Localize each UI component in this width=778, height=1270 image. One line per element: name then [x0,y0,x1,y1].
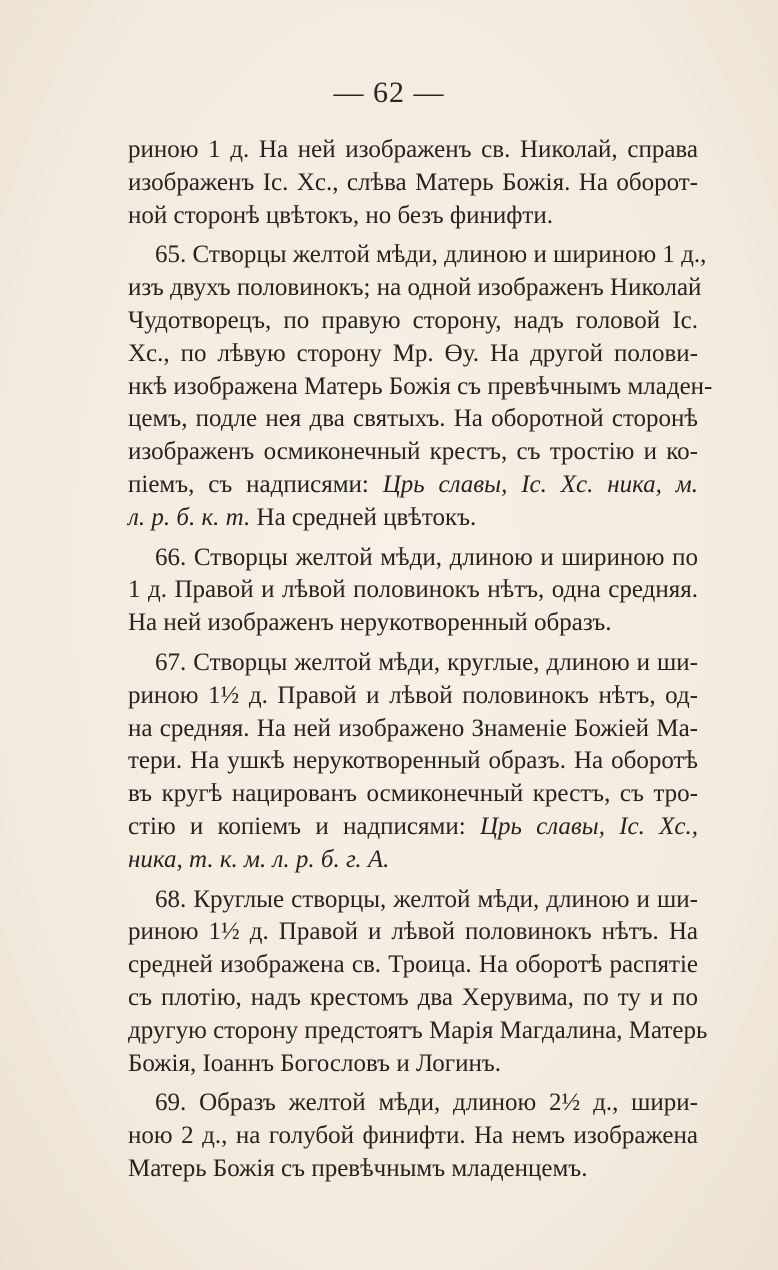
text-line: риною 1 д. На ней изображенъ св. Николай, справа [128,136,698,163]
paragraph-65 [128,239,713,534]
text-line: ной сторонѣ цвѣтокъ, но безъ финифти. [128,201,553,229]
text-line: тери. На ушкѣ нерукотворенный образъ. На оборотѣ [128,747,698,775]
text-line [128,469,698,502]
page-text [128,134,713,1186]
text-line: риною 1½ д. Правой и лѣвой половинокъ нѣтъ, од- [128,681,698,709]
text-line: 67. Створцы желтой мѣди, круглые, длиною и ши- [155,648,698,676]
text-line: изображенъ осмиконечный крестъ, съ тростію и ко- [128,438,698,466]
text-line: 1 д. Правой и лѣвой половинокъ нѣтъ, одна средняя. [128,576,698,604]
text-line: на средняя. На ней изображено Знаменіе Божіей Ма- [128,714,698,742]
text-span: піемъ, съ надписями: [128,470,369,498]
inscription-text: Црь славы, Іс. Хс., [479,812,699,840]
text-line: другую сторону предстоятъ Марія Магдалина, Матерь [128,1016,708,1044]
paragraph-continuation [128,134,698,232]
text-span: На средней цвѣтокъ. [256,503,477,531]
text-line: 66. Створцы желтой мѣди, длиною и шириною по [155,543,698,571]
text-line: съ плотію, надъ крестомъ два Херувима, по ту и по [128,983,698,1011]
text-span: стію и копіемъ и надписями: [128,812,466,840]
text-line: Хс., по лѣвую сторону Мр. Өу. На другой полови- [128,339,698,367]
text-line: Божія, Іоаннъ Богословъ и Логинъ. [128,1049,501,1077]
paragraph-67 [128,647,698,877]
text-line: На ней изображенъ нерукотворенный образъ. [128,609,612,637]
text-line: цемъ, подле нея два святыхъ. На оборотной сторонѣ [128,405,698,433]
text-line: Чудотворецъ, по правую сторону, надъ головой Іс. [128,306,698,334]
text-line: нкѣ изображена Матерь Божія съ превѣчнымъ младен- [128,372,713,400]
text-line: риною 1½ д. Правой и лѣвой половинокъ нѣтъ. На [128,918,698,946]
text-line: изъ двухъ половинокъ; на одной изображенъ Николай [128,274,702,302]
text-line: 68. Круглые створцы, желтой мѣди, длиною и ши- [155,885,698,913]
text-line: Матерь Божія съ превѣчнымъ младенцемъ. [128,1154,588,1182]
text-line: 69. Образъ желтой мѣди, длиною 2½ д., шири- [155,1089,698,1117]
text-line: средней изображена св. Троица. На оборотѣ распятіе [128,951,698,979]
text-line: изображенъ Іс. Хс., слѣва Матерь Божія. На оборот- [128,168,698,196]
text-line [128,844,698,877]
text-line: 65. Створцы желтой мѣди, длиною и шириною 1 д., [155,241,707,269]
text-line: ною 2 д., на голубой финифти. На немъ изображена [128,1122,698,1150]
inscription-text: Црь славы, Іс. Хс. ника, м. [382,470,698,498]
paragraph-69 [128,1087,698,1185]
text-line [128,502,698,535]
paragraph-68 [128,884,708,1081]
text-line: въ кругѣ нацированъ осмиконечный крестъ, съ тро- [128,780,698,808]
text-line [128,811,698,844]
paragraph-66 [128,542,698,640]
inscription-text: ника, т. к. м. л. р. б. г. А. [128,845,390,873]
page-number: — 62 — [333,76,445,109]
inscription-text: л. р. б. к. т. [128,503,251,531]
